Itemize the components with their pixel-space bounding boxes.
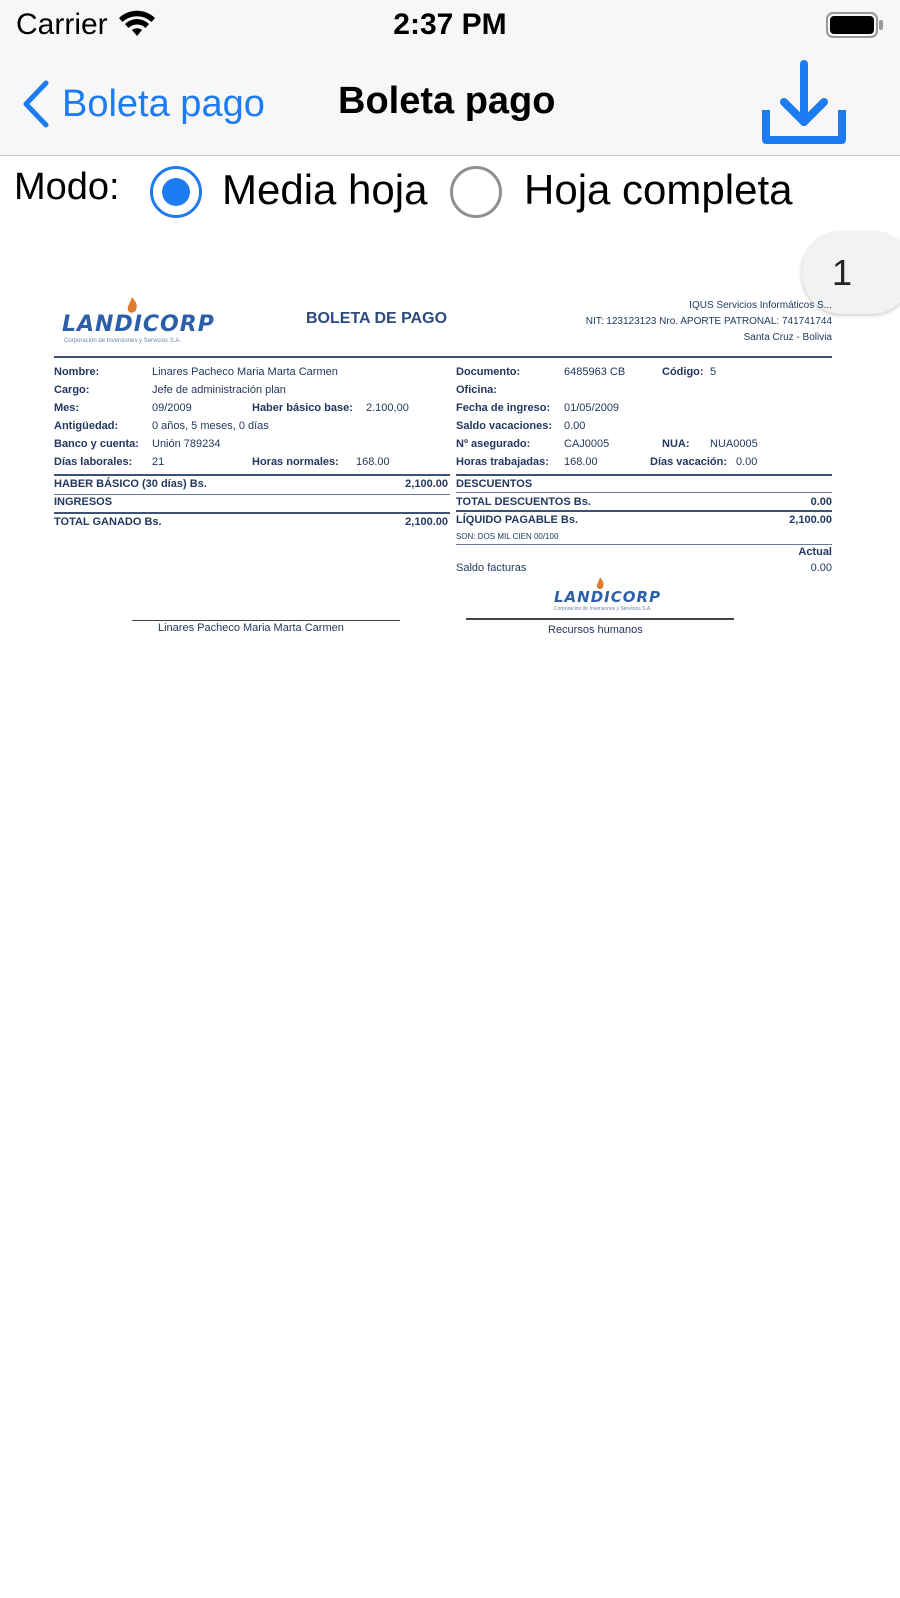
info-label: Banco y cuenta: [54, 438, 139, 450]
info-value: 01/05/2009 [564, 402, 620, 414]
row-divider [54, 494, 450, 495]
haber-basico-label: HABER BÁSICO (30 días) Bs. [54, 478, 207, 490]
info-label: Cargo: [54, 384, 90, 396]
info-label: Saldo vacaciones: [456, 420, 552, 432]
info-value: 6485963 CB [564, 366, 626, 378]
status-time: 2:37 PM [393, 8, 507, 41]
payslip-document [54, 296, 850, 656]
info-label: Código: [662, 366, 704, 378]
row-divider [456, 544, 832, 545]
info-label: Fecha de ingreso: [456, 402, 551, 414]
hoja-completa-radio[interactable] [450, 166, 502, 218]
total-descuentos-value: 0.00 [810, 496, 832, 508]
info-label: Haber básico base: [252, 402, 353, 414]
saldo-facturas-label: Saldo facturas [456, 562, 527, 574]
info-label: Nº asegurado: [456, 438, 531, 450]
info-value: Linares Pacheco Maria Marta Carmen [152, 366, 338, 378]
back-button[interactable] [18, 74, 265, 134]
company-city: Santa Cruz - Bolivia [743, 332, 832, 343]
row-divider [54, 512, 450, 514]
info-value: 21 [152, 456, 165, 468]
info-value: Jefe de administración plan [152, 384, 286, 396]
total-descuentos-label: TOTAL DESCUENTOS Bs. [456, 496, 591, 508]
mode-label: Modo: [14, 166, 120, 208]
row-divider [456, 510, 832, 512]
info-value: 2.100,00 [366, 402, 409, 414]
liquido-pagable-value: 2,100.00 [789, 514, 832, 526]
haber-basico-value: 2,100.00 [405, 478, 448, 490]
mode-selector [0, 160, 900, 230]
signature-left: Linares Pacheco Maria Marta Carmen [158, 622, 344, 634]
info-value: Unión 789234 [152, 438, 221, 450]
download-icon[interactable] [756, 60, 850, 150]
info-value: 09/2009 [152, 402, 192, 414]
actual-label: Actual [798, 546, 832, 558]
company-logo: LANDICORP [554, 588, 662, 606]
info-label: NUA: [662, 438, 690, 450]
section-divider [54, 474, 450, 476]
total-ganado-label: TOTAL GANADO Bs. [54, 516, 162, 528]
media-hoja-label[interactable]: Media hoja [222, 166, 428, 213]
row-divider [456, 492, 832, 493]
back-button-label: Boleta pago [62, 82, 265, 125]
info-value: 0 años, 5 meses, 0 días [152, 420, 269, 432]
info-label: Antigüedad: [54, 420, 119, 432]
info-value: 5 [710, 366, 717, 378]
section-divider [456, 474, 832, 476]
chevron-left-icon [18, 79, 52, 129]
info-label: Mes: [54, 402, 80, 414]
info-label: Horas trabajadas: [456, 456, 549, 468]
info-label: Documento: [456, 366, 521, 378]
info-label: Días vacación: [650, 456, 728, 468]
total-ganado-value: 2,100.00 [405, 516, 448, 528]
company-name: IQUS Servicios Informáticos S... [689, 300, 832, 311]
header-divider [54, 356, 832, 358]
info-label: Oficina: [456, 384, 497, 396]
info-value: NUA0005 [710, 438, 758, 450]
carrier-label: Carrier [16, 8, 108, 41]
ingresos-label: INGRESOS [54, 496, 113, 508]
battery-icon [826, 12, 884, 38]
info-value: CAJ0005 [564, 438, 610, 450]
signature-right: Recursos humanos [548, 624, 643, 636]
page-title: Boleta pago [338, 80, 556, 122]
document-title: BOLETA DE PAGO [306, 310, 448, 327]
signature-line [466, 618, 734, 620]
info-value: 168.00 [356, 456, 390, 468]
page-number: 1 [832, 252, 853, 293]
info-value: 0.00 [564, 420, 586, 432]
saldo-facturas-value: 0.00 [810, 562, 832, 574]
signature-line [132, 620, 400, 621]
company-logo: LANDICORP [62, 312, 215, 337]
info-value: 168.00 [564, 456, 598, 468]
navigation-bar [0, 54, 900, 156]
company-logo-subtitle: Corporación de Inversiones y Servicios S.A. [554, 606, 652, 612]
info-label: Días laborales: [54, 456, 133, 468]
hoja-completa-label[interactable]: Hoja completa [524, 166, 793, 213]
company-nit: NIT: 123123123 Nro. APORTE PATRONAL: 741741744 [585, 316, 832, 327]
status-bar [0, 0, 900, 54]
amount-in-words: SON: DOS MIL CIEN 00/100 [456, 532, 559, 541]
info-value: 0.00 [736, 456, 758, 468]
info-label: Horas normales: [252, 456, 339, 468]
company-logo-subtitle: Corporación de Inversiones y Servicios S.A. [64, 338, 182, 344]
descuentos-label: DESCUENTOS [456, 478, 533, 490]
liquido-pagable-label: LÍQUIDO PAGABLE Bs. [456, 514, 579, 526]
info-label: Nombre: [54, 366, 100, 378]
media-hoja-radio[interactable] [150, 166, 202, 218]
